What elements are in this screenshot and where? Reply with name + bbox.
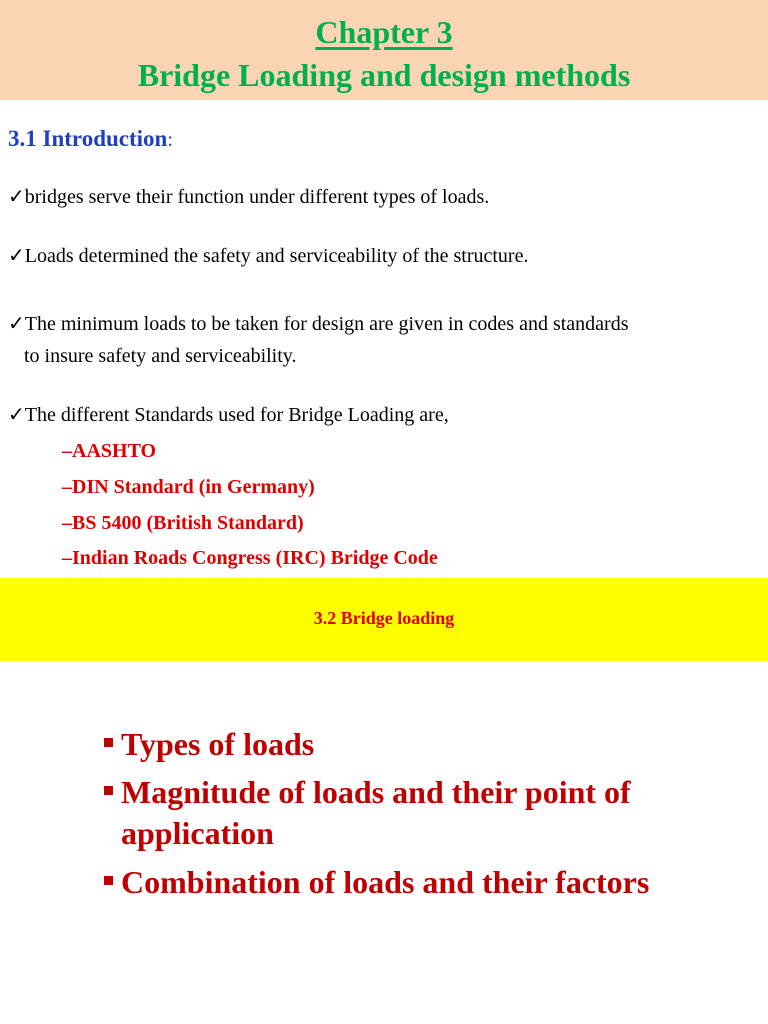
bullet-text: bridges serve their function under different types of loads. (24, 186, 490, 208)
check-icon: ✓ (8, 186, 25, 208)
list-item-magnitude (104, 772, 724, 854)
list-item-text: Magnitude of loads and their point of application (121, 774, 631, 851)
bullet-text: The minimum loads to be taken for design are given in codes and standards (24, 313, 629, 335)
section-banner (0, 578, 768, 661)
chapter-label: Chapter 3 (315, 14, 453, 50)
intro-heading-text: 3.1 Introduction (8, 126, 168, 151)
bullet-continuation: to insure safety and serviceability. (24, 345, 297, 367)
intro-heading (8, 126, 173, 152)
square-bullet-icon (104, 738, 113, 747)
list-item-text: Combination of loads and their factors (121, 864, 650, 900)
intro-heading-colon: : (167, 129, 173, 151)
intro-bullet-2 (8, 240, 753, 272)
check-icon: ✓ (8, 245, 25, 267)
standard-item-bs5400: –BS 5400 (British Standard) (62, 512, 304, 534)
list-item-text: Types of loads (121, 726, 315, 762)
square-bullet-icon (104, 876, 113, 885)
section-heading: 3.2 Bridge loading (313, 608, 455, 628)
bullet-text: Loads determined the safety and serviceability of the structure. (24, 245, 529, 267)
standard-item-irc: –Indian Roads Congress (IRC) Bridge Code (62, 547, 438, 569)
intro-bullet-4 (8, 399, 753, 431)
list-item-combination (104, 862, 724, 903)
bullet-text: The different Standards used for Bridge Loading are, (24, 404, 449, 426)
standard-item-aashto: –AASHTO (62, 440, 157, 462)
title-banner (0, 0, 768, 100)
intro-bullet-3 (8, 308, 753, 372)
check-icon: ✓ (8, 313, 25, 335)
standard-item-din: –DIN Standard (in Germany) (62, 476, 315, 498)
check-icon: ✓ (8, 404, 25, 426)
chapter-title: Bridge Loading and design methods (137, 57, 631, 93)
square-bullet-icon (104, 786, 113, 795)
intro-bullet-1 (8, 181, 753, 213)
list-item-types (104, 724, 724, 765)
